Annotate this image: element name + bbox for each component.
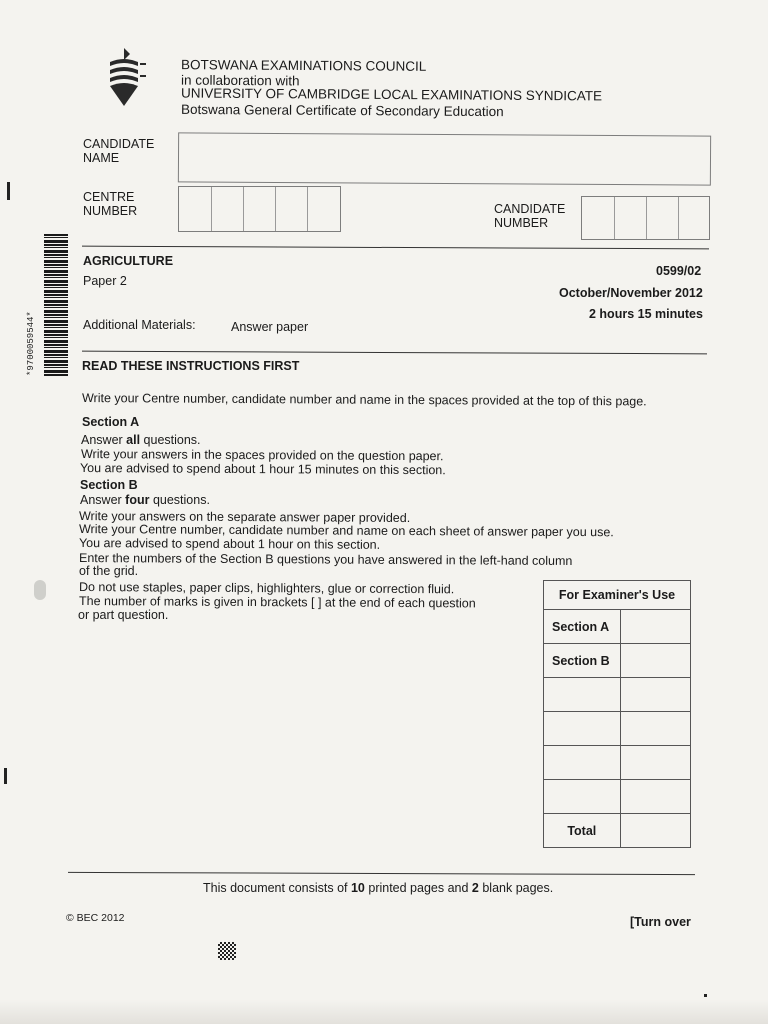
page-count-note: This document consists of 10 printed pages and 2 blank pages.: [203, 881, 554, 895]
candidate-number-field[interactable]: [581, 196, 710, 240]
instructions-heading: READ THESE INSTRUCTIONS FIRST: [82, 359, 300, 373]
collab-line: in collaboration with: [180, 72, 300, 89]
section-b-line-4: You are advised to spend about 1 hour on this section.: [78, 536, 381, 552]
table-cell-label[interactable]: [544, 678, 621, 712]
turn-over: [Turn over: [630, 915, 691, 929]
table-cell-mark[interactable]: [620, 712, 690, 746]
section-b-line-6: of the grid.: [79, 564, 139, 578]
table-cell-label: Section B: [544, 644, 621, 678]
paper-number: Paper 2: [83, 274, 127, 288]
candidate-number-label: CANDIDATE NUMBER: [494, 202, 566, 230]
materials-label: Additional Materials:: [83, 318, 196, 332]
section-b-line-5: Enter the numbers of the Section B questions you have answered in the left-hand column: [78, 551, 573, 569]
copyright: © BEC 2012: [66, 912, 125, 924]
punch-hole-icon: [34, 580, 46, 600]
table-cell-mark[interactable]: [620, 644, 690, 678]
certificate-name: Botswana General Certificate of Secondary Education: [180, 101, 504, 120]
table-cell-label[interactable]: [544, 746, 621, 780]
section-a-title: Section A: [82, 415, 140, 429]
general-line-2: The number of marks is given in brackets [ ] at the end of each question: [78, 594, 476, 611]
candidate-name-label: CANDIDATE NAME: [83, 137, 155, 165]
section-b-line-1: Answer four questions.: [80, 493, 210, 507]
section-b-line-2: Write your answers on the separate answer paper provided.: [78, 509, 411, 526]
divider-top: [82, 246, 709, 250]
syndicate-name: UNIVERSITY OF CAMBRIDGE LOCAL EXAMINATIONS SYNDICATE: [180, 85, 603, 104]
section-b-title: Section B: [80, 478, 138, 492]
bec-logo-icon: [104, 46, 148, 112]
centre-number-label: CENTRE NUMBER: [83, 190, 138, 218]
examiners-use-table: [543, 580, 691, 848]
registration-mark-icon: [7, 182, 10, 200]
table-cell-mark[interactable]: [620, 746, 690, 780]
qr-code-icon: [218, 942, 236, 960]
general-line-1: Do not use staples, paper clips, highlighters, glue or correction fluid.: [78, 580, 455, 597]
instructions-intro: Write your Centre number, candidate number and name in the spaces provided at the top of this page.: [81, 391, 647, 409]
table-row: [544, 712, 691, 746]
barcode-number: *9700059544*: [26, 311, 36, 376]
section-a-line-1: Answer all questions.: [81, 433, 201, 447]
general-line-3: or part question.: [78, 608, 169, 622]
table-row: [544, 678, 691, 712]
table-cell-label: Section A: [544, 610, 621, 644]
table-cell-mark[interactable]: [620, 678, 690, 712]
barcode-icon: [44, 234, 68, 376]
divider-footer: [68, 872, 695, 875]
paper-code: 0599/02: [656, 264, 702, 278]
total-mark[interactable]: [620, 814, 690, 848]
table-row: [544, 610, 691, 644]
table-row: [544, 746, 691, 780]
total-label: Total: [544, 814, 621, 848]
table-cell-label[interactable]: [544, 780, 621, 814]
table-row: [544, 644, 691, 678]
section-a-line-3: You are advised to spend about 1 hour 15 minutes on this section.: [79, 461, 446, 478]
examiners-use-title: For Examiner's Use: [544, 581, 691, 610]
table-cell-mark[interactable]: [620, 610, 690, 644]
dot-mark-icon: [704, 994, 707, 997]
subject-title: AGRICULTURE: [83, 254, 174, 268]
exam-duration: 2 hours 15 minutes: [589, 307, 703, 321]
table-cell-mark[interactable]: [620, 780, 690, 814]
registration-mark-icon: [4, 768, 7, 784]
materials-value: Answer paper: [231, 320, 309, 334]
table-cell-label[interactable]: [544, 712, 621, 746]
table-row: [544, 780, 691, 814]
divider-instructions: [82, 351, 707, 355]
table-row-total: [544, 814, 691, 848]
page-edge: [0, 1000, 768, 1024]
exam-session: October/November 2012: [559, 286, 703, 300]
section-b-line-3: Write your Centre number, candidate number and name on each sheet of answer paper you use.: [78, 522, 614, 540]
candidate-name-field[interactable]: [178, 132, 711, 185]
council-name: BOTSWANA EXAMINATIONS COUNCIL: [180, 57, 427, 74]
centre-number-field[interactable]: [178, 186, 341, 232]
section-a-line-2: Write your answers in the spaces provided on the question paper.: [80, 447, 444, 464]
